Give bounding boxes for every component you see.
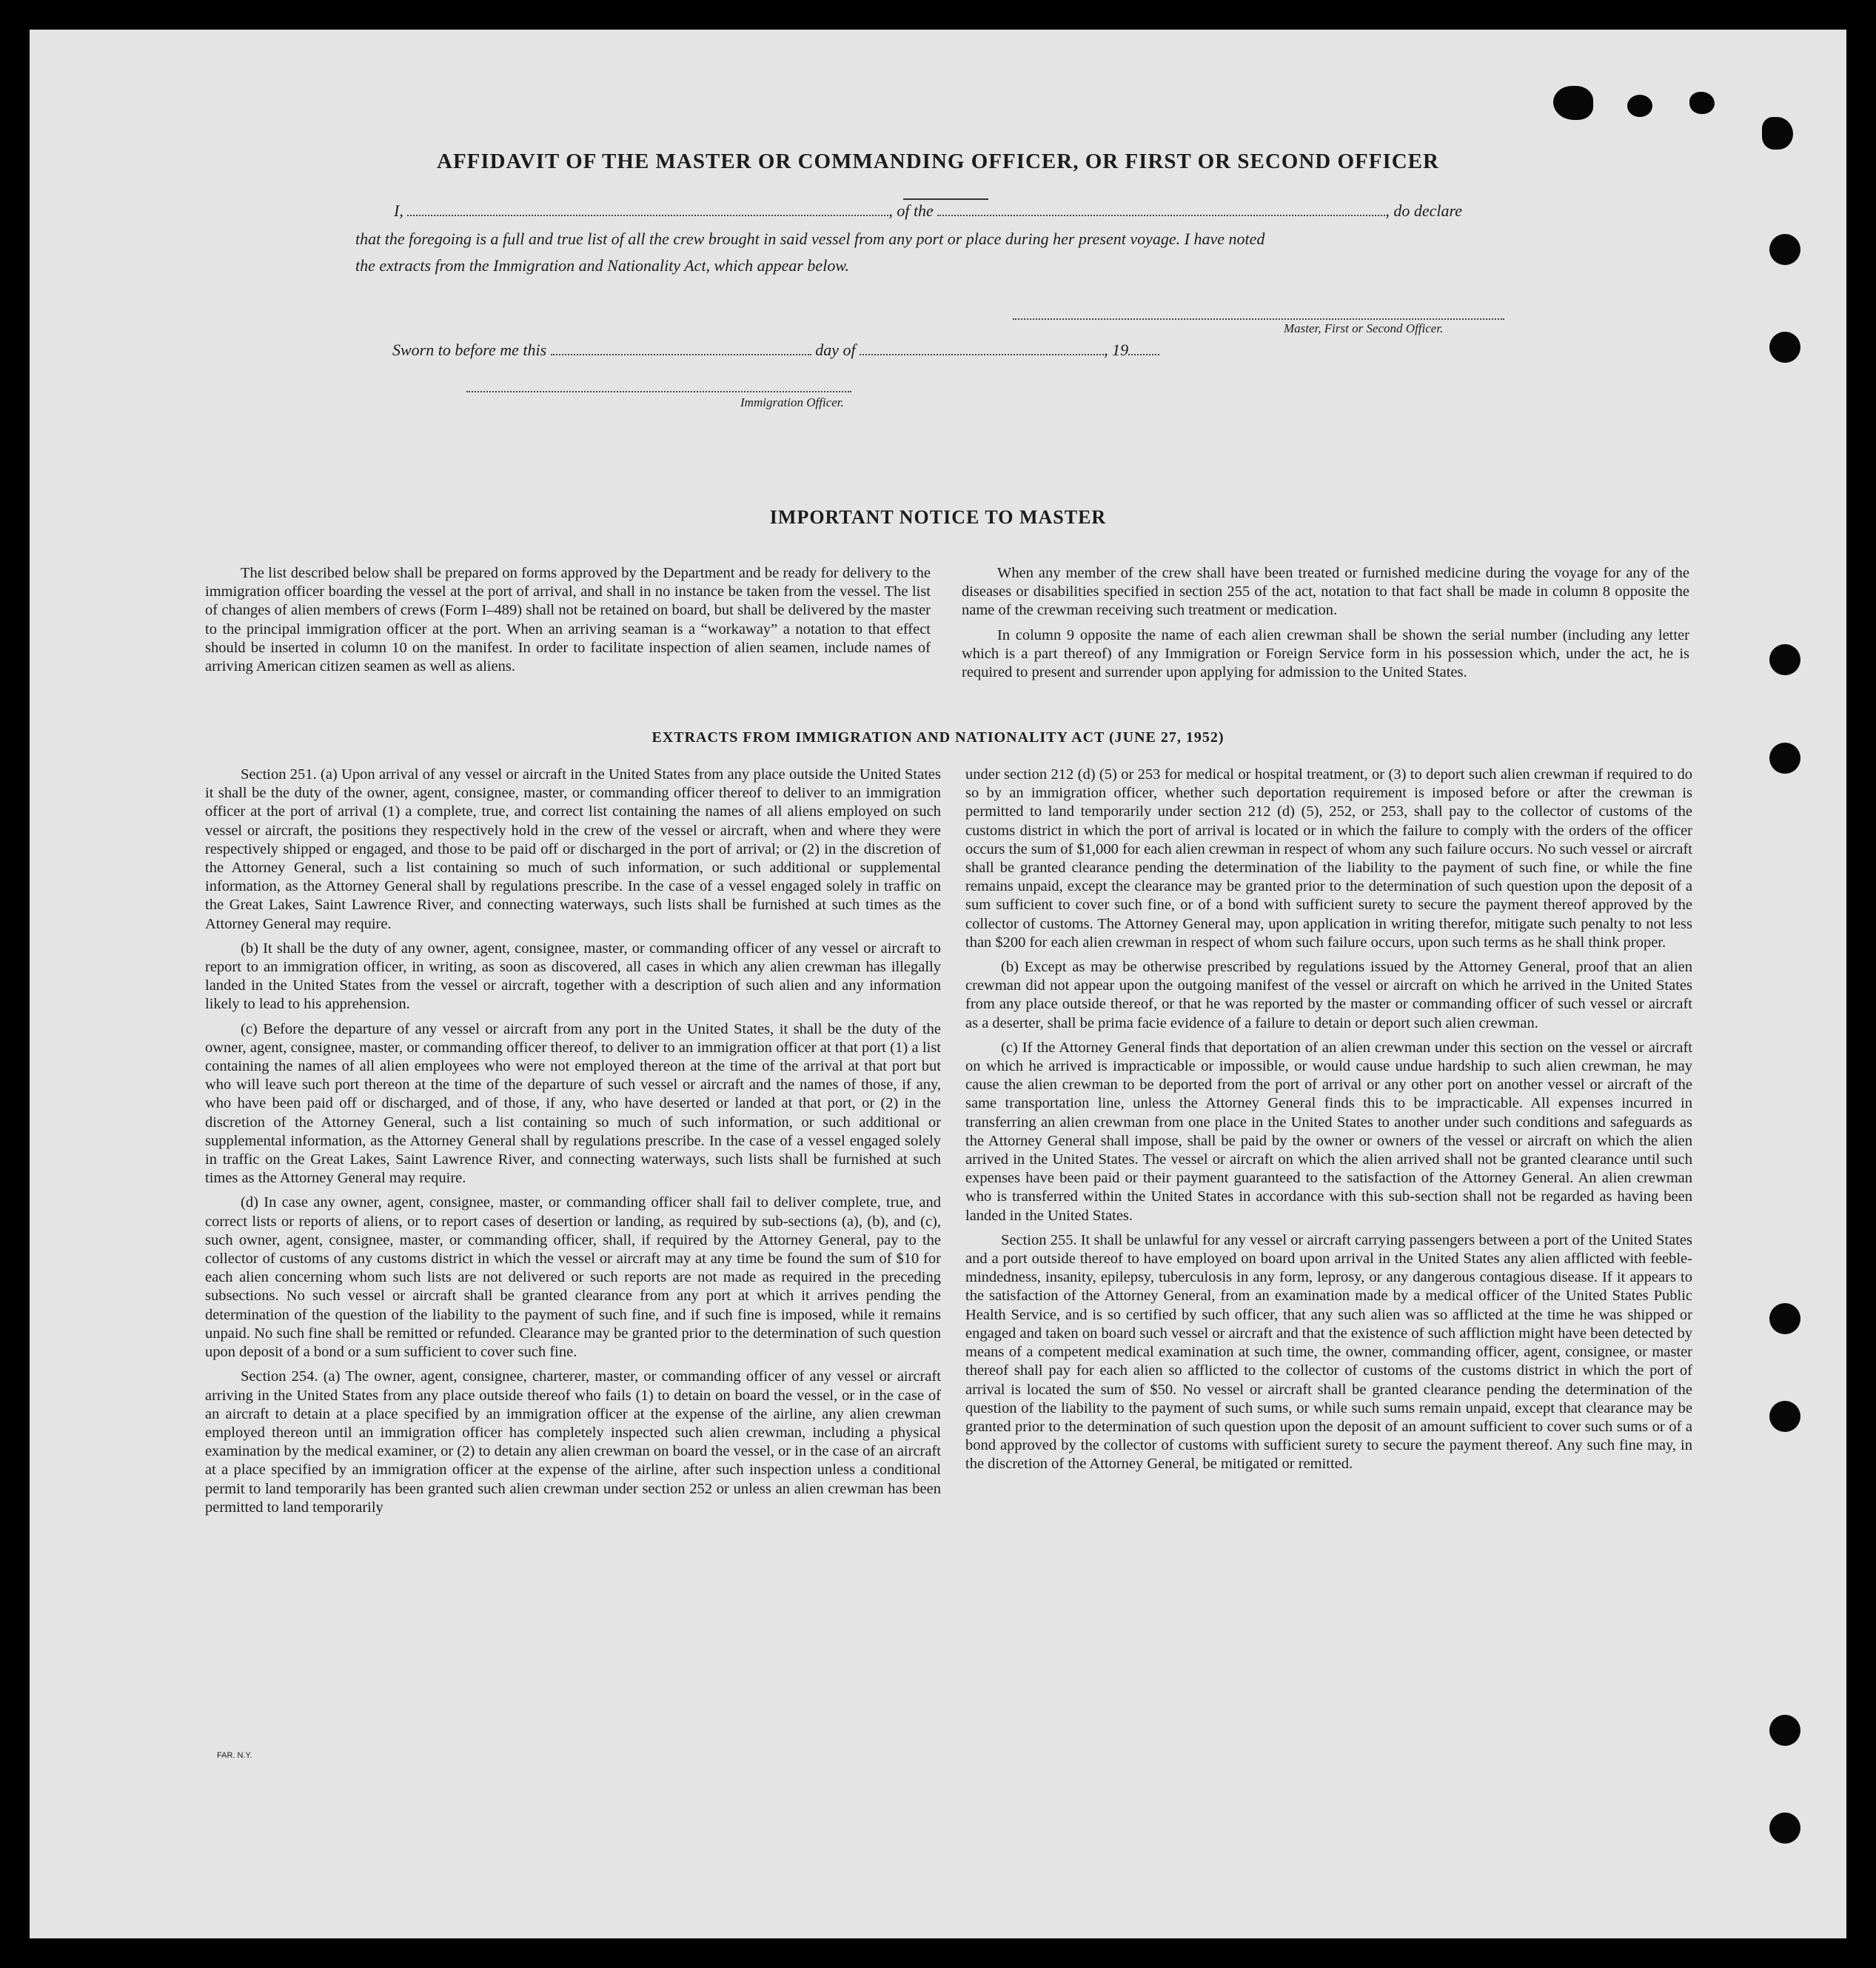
immigration-officer-label: Immigration Officer. — [740, 395, 844, 409]
printer-mark: FAR. N.Y. — [217, 1751, 252, 1760]
section-254-b: (b) Except as may be otherwise prescribed by regulations issued by the Attorney General, proof that an alien crewman did not appear upon the outgoing manifest of the vessel or aircraft on which he arrived in the United States from any place outside thereof, or that he was reported by the master or commanding officer of such vessel or aircraft as a deserter, shall be prima facie evidence of a failure to detain or deport such alien crewman. — [965, 959, 1692, 1031]
year-label: , 19 — [1104, 341, 1129, 359]
section-251-d: (d) In case any owner, agent, consignee, master, or commanding officer shall fail to deliver complete, true, and correct lists or reports of aliens, or to report cases of desertion or landing, as required by sub-sections (a), (b), and (c), such owner, agent, consignee, master, or commanding officer, shall, if required by the Attorney General, pay to the collector of customs of any customs district in which the vessel or aircraft may at any time be found the sum of $10 for each alien concerning whom such lists are not delivered or such reports are not made as required in the preceding subsections. No such vessel or aircraft shall be granted clearance from any port at which it arrives pending the determination of the question of the liability to the payment of such fine, and if such fine is imposed, while it remains unpaid. No such fine shall be remitted or refunded. Clearance may be granted prior to the determination of such question upon deposit of a bond or a sum sufficient to cover such fine. — [205, 1194, 941, 1361]
vessel-field[interactable] — [937, 201, 1385, 216]
ink-blot — [1627, 95, 1652, 117]
punch-hole — [1769, 1303, 1800, 1334]
notice-heading: IMPORTANT NOTICE TO MASTER — [769, 506, 1107, 528]
ink-blot — [1762, 117, 1793, 150]
master-signature-line[interactable] — [1013, 318, 1504, 320]
document-page — [30, 30, 1846, 1938]
notice-left-column — [205, 564, 931, 682]
master-signature-label: Master, First or Second Officer. — [1284, 321, 1444, 335]
extracts-left-column — [205, 766, 941, 1523]
sworn-label: Sworn to before me this — [392, 341, 547, 359]
do-declare-label: , do declare — [1385, 201, 1462, 220]
punch-hole — [1769, 1813, 1800, 1844]
declaration-line-1 — [394, 201, 1462, 221]
ink-blot — [1689, 92, 1715, 114]
extracts-heading: EXTRACTS FROM IMMIGRATION AND NATIONALITY ACT (JUNE 27, 1952) — [651, 729, 1225, 746]
immigration-officer-signature-line[interactable] — [466, 391, 851, 392]
title-rule — [903, 198, 988, 200]
extracts-right-column — [965, 766, 1692, 1480]
of-the-label: , of the — [888, 201, 934, 220]
section-254-a: Section 254. (a) The owner, agent, consignee, charterer, master, or commanding officer of any vessel or aircraft arriving in the United States from any place outside thereof who fails (1) to detain on board the vessel, or in the case of an aircraft to detain at a place specified by an immigration officer at the expense of the airline, any alien crewman employed thereon until an immigration officer has completely inspected such alien crewman, including a physical examination by the medical examiner, or (2) to detain any alien crewman on board the vessel, or in the case of an aircraft at a place specified by an immigration officer at the expense of the airline, after such inspection unless a conditional permit to land temporarily has been granted such alien crewman under section 252 or unless an alien crewman has been permitted to land temporarily — [205, 1368, 941, 1516]
i-label: I, — [394, 201, 403, 220]
sworn-month-field[interactable] — [860, 341, 1104, 355]
punch-hole — [1769, 234, 1800, 265]
notice-paragraph: In column 9 opposite the name of each alien crewman shall be shown the serial number (including any letter which is a part thereof) of any Immigration or Foreign Service form in his possession which, under the act, he is required to present and surrender upon applying for admission to the United States. — [962, 626, 1689, 681]
notice-paragraph: When any member of the crew shall have been treated or furnished medicine during the voyage for any of the diseases or disabilities specified in section 255 of the act, notation to that fact shall be made in column 8 opposite the name of the crewman receiving such treatment or medication. — [962, 565, 1689, 619]
sworn-day-field[interactable] — [551, 341, 811, 355]
affidavit-title: AFFIDAVIT OF THE MASTER OR COMMANDING OFFICER, OR FIRST OR SECOND OFFICER — [437, 150, 1439, 173]
section-251-c: (c) Before the departure of any vessel or aircraft from any port in the United States, it shall be the duty of the owner, agent, consignee, master, or commanding officer thereof, to deliver to an immigration officer at that port (1) a list containing the names of all alien employees who were not employed thereon at the time of the arrival at that port but who will leave such port thereon at the time of the departure of such vessel or aircraft and the names of those, if any, who have been paid off or discharged, and of those, if any, who have deserted or landed at that port, or (2) in the discretion of the Attorney General, such a list containing so much of such information, or such additional or supplemental information, as the Attorney General shall by regulations prescribe. In the case of a vessel engaged solely in traffic on the Great Lakes, Saint Lawrence River, and connecting waterways, such lists shall be furnished at such times as the Attorney General may require. — [205, 1020, 941, 1187]
section-251-a: Section 251. (a) Upon arrival of any vessel or aircraft in the United States from any place outside the United States it shall be the duty of the owner, agent, consignee, master, or commanding officer thereof to deliver to an immigration officer at the port of arrival (1) a complete, true, and correct list containing the names of all aliens employed on such vessel or aircraft, the positions they respectively hold in the crew of the vessel or aircraft, when and where they were respectively shipped or engaged, and those to be paid off or discharged in the port of arrival; or (2) in the discretion of the Attorney General, such a list containing so much of such information, or such additional or supplemental information, as the Attorney General shall by regulations prescribe. In the case of a vessel engaged solely in traffic on the Great Lakes, Saint Lawrence River, and connecting waterways, such lists shall be furnished at such times as the Attorney General may require. — [205, 766, 941, 932]
section-254-c: (c) If the Attorney General finds that deportation of an alien crewman under this section on the vessel or aircraft on which he arrived is impracticable or impossible, or would cause undue hardship to such alien crewman, he may cause the alien crewman to be deported from the port of arrival or any other port on another vessel or aircraft of the same transportation line, unless the Attorney General finds this to be impracticable. All expenses incurred in transferring an alien crewman from one place in the United States to another under such conditions and safeguards as the Attorney General shall impose, shall be paid by the owner or owners of the vessel or aircraft on which the alien arrived in the United States. The vessel or aircraft on which the alien arrived shall not be granted clearance until such expenses have been paid or their payment guaranteed to the satisfaction of the Attorney General. An alien crewman who is transferred within the United States in accordance with this sub-section shall not be regarded as having been landed in the United States. — [965, 1039, 1692, 1224]
notice-paragraph: The list described below shall be prepared on forms approved by the Department and be ready for delivery to the immigration officer boarding the vessel at the port of arrival, and shall in no instance be taken from the vessel. The list of changes of alien members of crews (Form I–489) shall not be retained on board, but shall be delivered by the master to the principal immigration officer at the port. When an arriving seaman is a “workaway” a notation to that effect should be inserted in column 10 on the manifest. In order to facilitate inspection of alien seamen, include names of arriving American citizen seamen as well as aliens. — [205, 565, 931, 675]
day-of-label: day of — [815, 341, 856, 359]
punch-hole — [1769, 1715, 1800, 1746]
punch-hole — [1769, 644, 1800, 675]
section-251-b: (b) It shall be the duty of any owner, agent, consignee, master, or commanding officer of any vessel or aircraft to report to an immigration officer, in writing, as soon as discovered, all cases in which any alien crewman has illegally landed in the United States from the vessel or aircraft, together with a description of such alien and any information likely to lead to his apprehension. — [205, 940, 941, 1013]
sworn-line — [392, 341, 1159, 360]
declaration-line-2: that the foregoing is a full and true list of all the crew brought in said vessel from any port or place during her present voyage. I have noted — [355, 230, 1265, 248]
punch-hole — [1769, 332, 1800, 363]
declaration-line-3: the extracts from the Immigration and Nationality Act, which appear below. — [355, 256, 849, 275]
sworn-year-field[interactable] — [1128, 341, 1159, 355]
punch-hole — [1769, 743, 1800, 774]
ink-blot — [1553, 86, 1593, 120]
section-254-a-continued: under section 212 (d) (5) or 253 for medical or hospital treatment, or (3) to deport such alien crewman if required to do so by an immigration officer, whether such deportation requirement is imposed before or after the crewman is permitted to land temporarily under section 212 (d) (5), 252, or 253, shall pay to the collector of customs of the customs district in which the port of arrival is located or in which the failure to comply with the orders of the officer occurs the sum of $1,000 for each alien crewman in respect of whom any such failure occurs. No such vessel or aircraft shall be granted clearance pending the determination of the liability to the payment of such fine, or while the fine remains unpaid, except the clearance may be granted prior to the determination of such question upon the deposit of a sum sufficient to cover such fine, or of a bond with sufficient surety to secure the payment thereof approved by the collector of customs. The Attorney General may, upon application in writing therefor, mitigate such penalty to not less than $200 for each alien crewman in respect of whom such failure occurs, upon such terms as he shall think proper. — [965, 766, 1692, 951]
name-field[interactable] — [407, 201, 888, 216]
section-255: Section 255. It shall be unlawful for any vessel or aircraft carrying passengers between a port of the United States and a port outside thereof to have employed on board upon arrival in the United States any alien afflicted with feeble-mindedness, insanity, epilepsy, tuberculosis in any form, leprosy, or any dangerous contagious disease. If it appears to the satisfaction of the Attorney General, from an examination made by a medical officer of the United States Public Health Service, and is so certified by such officer, that any such alien was so afflicted at the time he was shipped or engaged and taken on board such vessel or aircraft and that the existence of such affliction might have been detected by means of a competent medical examination at such time, the owner, commanding officer, agent, consignee, or master thereof shall pay for each alien so afflicted to the collector of customs of the customs district in which the port of arrival is located the sum of $50. No vessel or aircraft shall be granted clearance pending the determination of the question of the liability to the payment of such sums, or while such sums remain unpaid, except that clearance may be granted prior to the determination of such question upon the deposit of an amount sufficient to cover such sums or of a bond approved by the collector of customs with sufficient surety to secure the payment thereof. Any such fine may, in the discretion of the Attorney General, be mitigated or remitted. — [965, 1231, 1692, 1473]
notice-right-column — [962, 564, 1689, 688]
punch-hole — [1769, 1401, 1800, 1432]
